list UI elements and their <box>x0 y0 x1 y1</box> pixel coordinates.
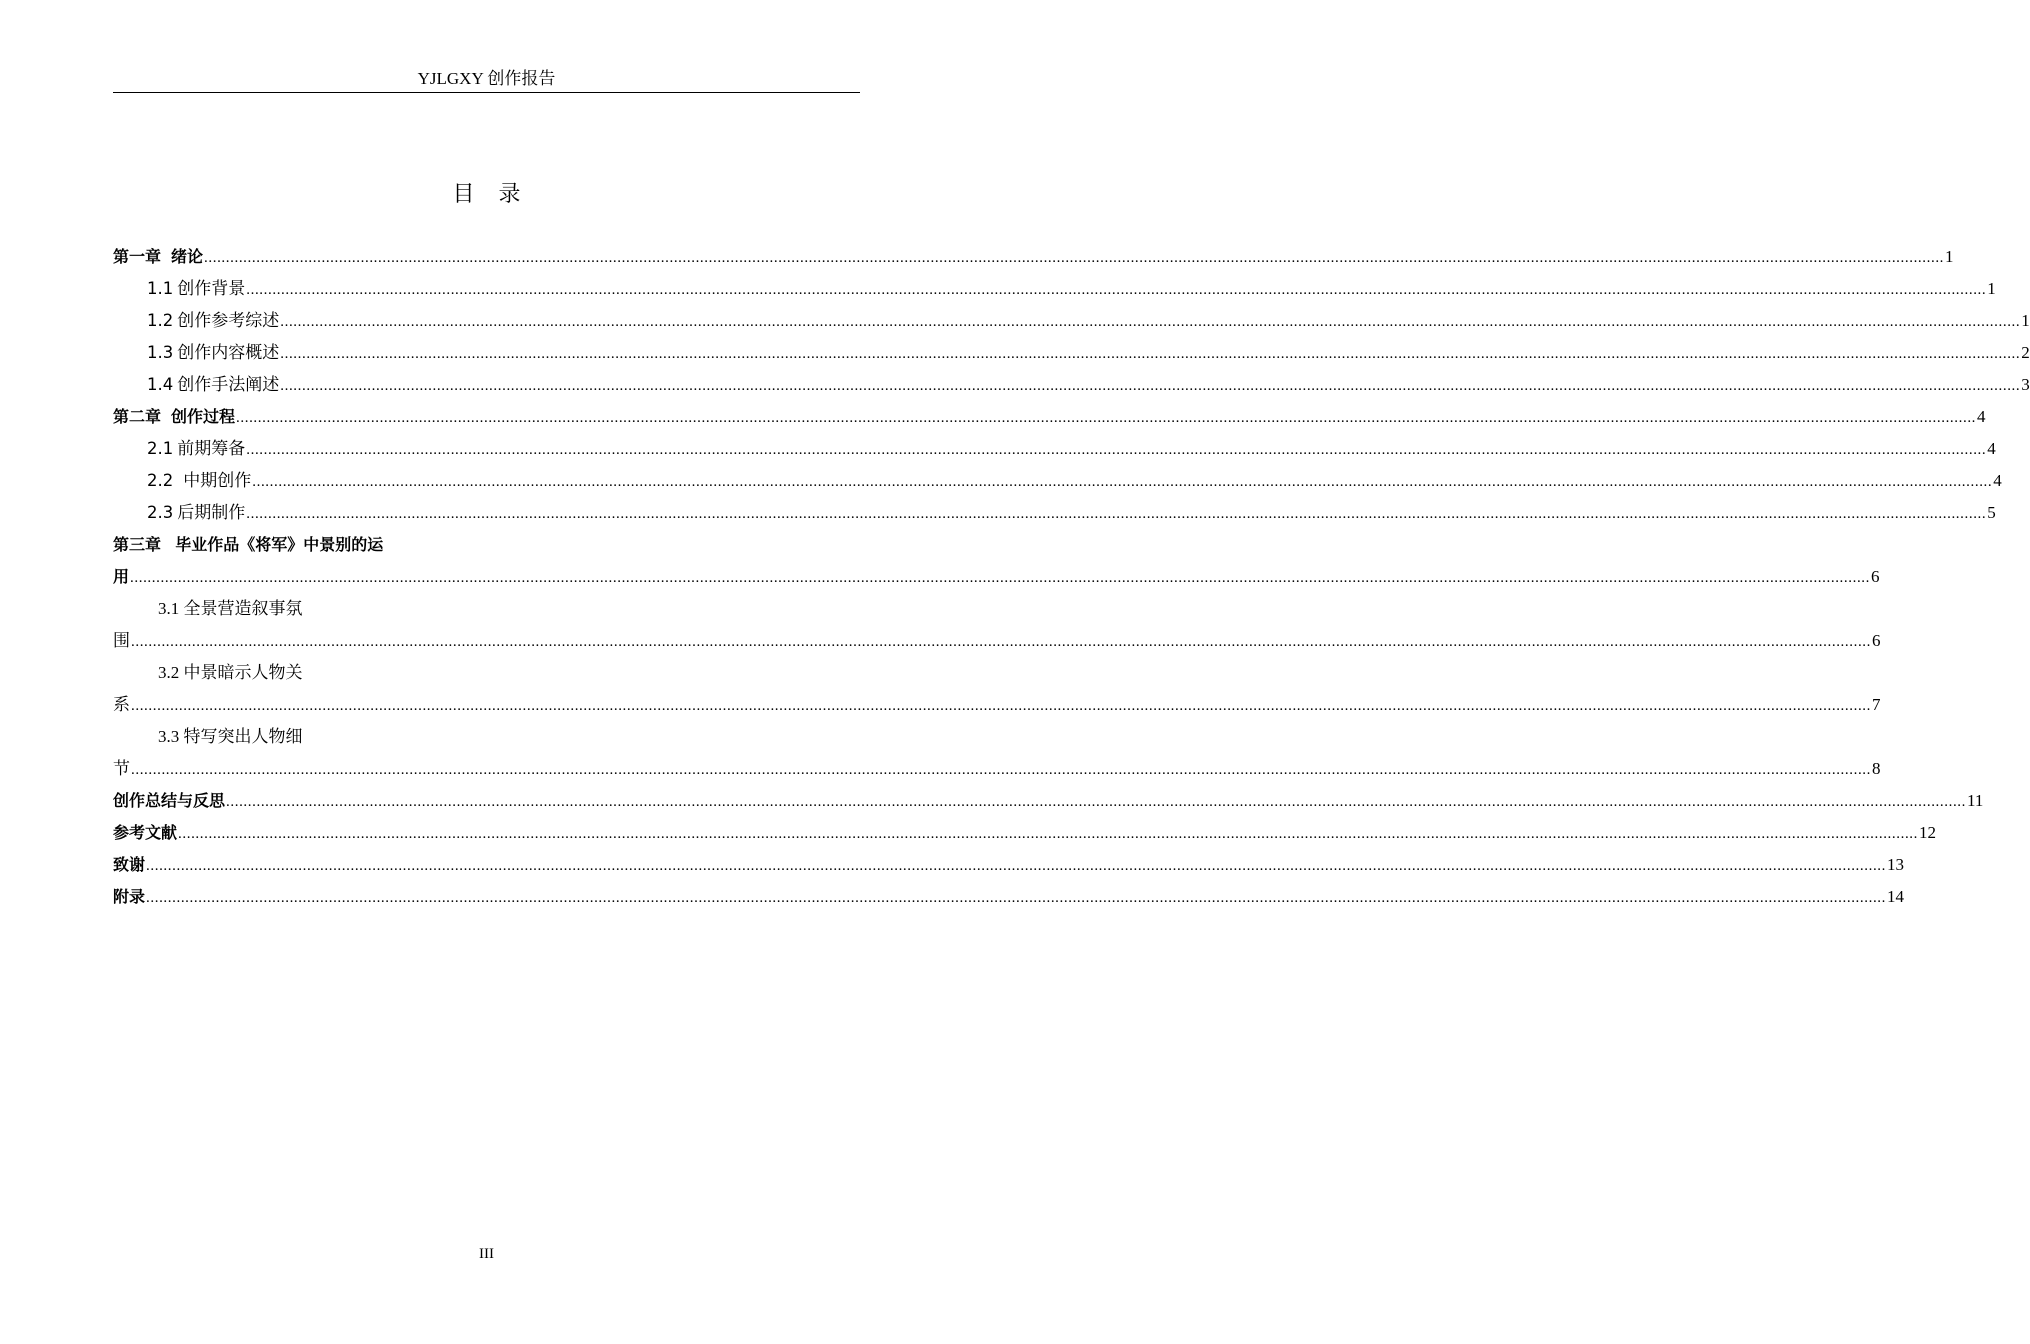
toc-entry-acknowledgements[interactable] <box>113 850 1905 880</box>
toc-entry-chapter-3-cont[interactable] <box>113 562 1880 592</box>
toc-entry-num: 1.3 <box>147 343 174 362</box>
toc-leader: ................................................................................................................................................................................................................................................................................................................................................................................................................ <box>131 634 1871 650</box>
toc-leader: ................................................................................................................................................................................................................................................................................................................................................................................................................ <box>280 346 2021 362</box>
toc-entry-label-cont: 用 <box>113 567 130 586</box>
toc-entry-num: 2.2 <box>147 471 174 490</box>
toc-entry-label-cont: 系 <box>113 695 130 714</box>
toc-entry-label: 创作内容概述 <box>177 343 280 362</box>
toc-entry-label: 致谢 <box>113 855 146 874</box>
header-rule <box>113 92 860 93</box>
toc-leader: ................................................................................................................................................................................................................................................................................................................................................................................................................ <box>226 794 1967 810</box>
toc-leader: ................................................................................................................................................................................................................................................................................................................................................................................................................ <box>246 506 1987 522</box>
toc-entry-label: 参考文献 <box>113 823 178 842</box>
toc-page-number: 4 <box>1977 407 1986 426</box>
toc-entry-num: 1.1 <box>147 279 174 298</box>
toc-entry-3-3[interactable]: 3.3 特写突出人物细 <box>158 727 303 746</box>
toc-entry-label: 创作总结与反思 <box>113 791 226 810</box>
toc-entry-label-cont: 节 <box>113 759 130 778</box>
toc-leader: ................................................................................................................................................................................................................................................................................................................................................................................................................ <box>280 314 2021 330</box>
toc-entry-label: 创作参考综述 <box>177 311 280 330</box>
toc-entry-2-1[interactable] <box>147 434 1996 464</box>
toc-page-number: 14 <box>1887 887 1905 906</box>
toc-title: 目录 <box>452 182 545 207</box>
toc-entry-num: 第二章 <box>113 407 162 426</box>
toc-page-number: 1 <box>1945 247 1954 266</box>
toc-entry-summary[interactable] <box>113 786 1984 816</box>
toc-entry-1-3[interactable] <box>147 338 2030 368</box>
toc-page-number: 13 <box>1887 855 1905 874</box>
toc-leader: ................................................................................................................................................................................................................................................................................................................................................................................................................ <box>146 890 1887 906</box>
toc-entry-3-2[interactable]: 3.2 中景暗示人物关 <box>158 663 303 682</box>
toc-entry-label: 绪论 <box>171 247 204 266</box>
toc-entry-label: 毕业作品《将军》中景别的运 <box>175 535 384 554</box>
page-header: YJLGXY 创作报告 <box>417 69 556 88</box>
toc-leader: ................................................................................................................................................................................................................................................................................................................................................................................................................ <box>130 570 1871 586</box>
toc-page-number: 3 <box>2021 375 2030 394</box>
toc-leader: ................................................................................................................................................................................................................................................................................................................................................................................................................ <box>178 826 1919 842</box>
toc-page-number: 5 <box>1987 503 1996 522</box>
toc-leader: ................................................................................................................................................................................................................................................................................................................................................................................................................ <box>246 282 1987 298</box>
toc-page-number: 7 <box>1872 695 1881 714</box>
toc-entry-1-2[interactable] <box>147 306 2030 336</box>
toc-leader: ................................................................................................................................................................................................................................................................................................................................................................................................................ <box>280 378 2021 394</box>
toc-entry-label: 创作手法阐述 <box>177 375 280 394</box>
toc-entry-3-2-cont[interactable] <box>113 690 1881 720</box>
toc-page-number: 1 <box>2021 311 2030 330</box>
toc-entry-chapter-3[interactable] <box>113 530 383 560</box>
toc-page-number: 4 <box>1993 471 2002 490</box>
toc-entry-label: 创作背景 <box>177 279 246 298</box>
toc-entry-num: 1.4 <box>147 375 174 394</box>
toc-leader: ................................................................................................................................................................................................................................................................................................................................................................................................................ <box>246 442 1987 458</box>
toc-page-number: 12 <box>1919 823 1937 842</box>
toc-entry-1-1[interactable] <box>147 274 1996 304</box>
toc-entry-appendix[interactable] <box>113 882 1905 912</box>
toc-entry-label: 附录 <box>113 887 146 906</box>
toc-entry-references[interactable] <box>113 818 1937 848</box>
toc-page-number: 2 <box>2021 343 2030 362</box>
toc-leader: ................................................................................................................................................................................................................................................................................................................................................................................................................ <box>131 698 1871 714</box>
toc-page-number: 1 <box>1987 279 1996 298</box>
page-footer-number: III <box>479 1246 494 1262</box>
toc-entry-label: 前期筹备 <box>177 439 246 458</box>
toc-entry-3-1[interactable]: 3.1 全景营造叙事氛 <box>158 599 303 618</box>
toc-page-number: 6 <box>1872 631 1881 650</box>
toc-entry-num: 2.3 <box>147 503 174 522</box>
toc-entry-label: 中期创作 <box>183 471 252 490</box>
toc-page-number: 6 <box>1871 567 1880 586</box>
toc-entry-chapter-2[interactable] <box>113 402 1986 432</box>
toc-page-number: 11 <box>1967 791 1984 810</box>
toc-entry-label-cont: 围 <box>113 631 130 650</box>
toc-leader: ................................................................................................................................................................................................................................................................................................................................................................................................................ <box>236 410 1977 426</box>
toc-leader: ................................................................................................................................................................................................................................................................................................................................................................................................................ <box>146 858 1887 874</box>
toc-entry-3-1-cont[interactable] <box>113 626 1881 656</box>
toc-leader: ................................................................................................................................................................................................................................................................................................................................................................................................................ <box>204 250 1945 266</box>
toc-entry-num: 2.1 <box>147 439 174 458</box>
toc-entry-1-4[interactable] <box>147 370 2030 400</box>
toc-entry-3-3-cont[interactable] <box>113 754 1881 784</box>
toc-entry-num: 第一章 <box>113 247 162 266</box>
toc-entry-2-2[interactable] <box>147 466 2002 496</box>
toc-entry-2-3[interactable] <box>147 498 1996 528</box>
toc-entry-chapter-1[interactable] <box>113 242 1954 272</box>
toc-entry-label: 后期制作 <box>177 503 246 522</box>
toc-leader: ................................................................................................................................................................................................................................................................................................................................................................................................................ <box>131 762 1871 778</box>
toc-entry-label: 创作过程 <box>171 407 236 426</box>
toc-leader: ................................................................................................................................................................................................................................................................................................................................................................................................................ <box>252 474 1993 490</box>
toc-entry-num: 第三章 <box>113 535 162 554</box>
toc-page-number: 8 <box>1872 759 1881 778</box>
toc-entry-num: 1.2 <box>147 311 174 330</box>
toc-page-number: 4 <box>1987 439 1996 458</box>
